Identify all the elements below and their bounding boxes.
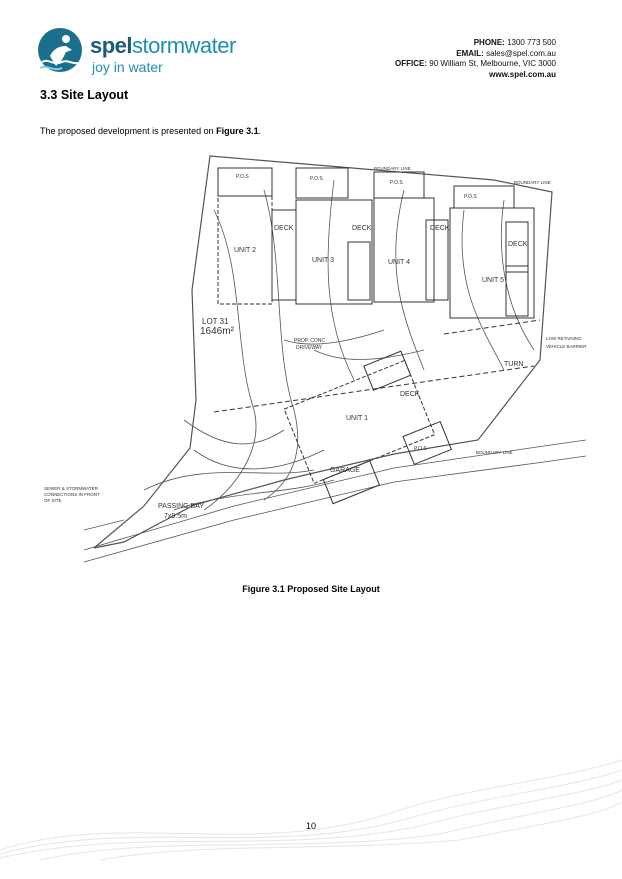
- label-unit-5: UNIT 5: [482, 277, 505, 284]
- label-boundary-road: BOUNDARY LINE: [476, 450, 513, 455]
- label-vehicle-barrier: VEHICLE BARRIER: [546, 344, 587, 349]
- label-turn: TURN: [504, 361, 524, 368]
- intro-paragraph: The proposed development is presented on Figure 3.1.: [40, 126, 262, 136]
- page-number: 10: [305, 821, 316, 831]
- label-deck-2: DECK: [274, 225, 294, 232]
- label-passing-bay: PASSING BAY: [158, 503, 205, 510]
- decorative-wave-graphic: [0, 740, 622, 860]
- site-layout-drawing: [44, 150, 587, 570]
- label-unit-1: UNIT 1: [346, 415, 369, 422]
- office-line: OFFICE: 90 William St, Melbourne, VIC 3000: [395, 59, 556, 68]
- label-lot-area: 1646m²: [200, 326, 234, 337]
- label-low-retaining: LOW RETAINING: [546, 336, 582, 341]
- label-unit-3: UNIT 3: [312, 257, 335, 264]
- company-logo: [36, 26, 236, 80]
- label-deck-1: DECK: [400, 391, 420, 398]
- label-deck-5: DECK: [508, 241, 528, 248]
- phone-line: PHONE: 1300 773 500: [473, 38, 556, 47]
- email-line: EMAIL: sales@spel.com.au: [456, 48, 556, 58]
- brand-name: spelstormwater: [90, 33, 236, 58]
- label-prop-conc: PROP. CONC: [294, 338, 326, 344]
- label-driveway: DRIVEWAY: [296, 345, 323, 351]
- label-garage-1: GARAGE: [330, 467, 360, 474]
- label-unit-2: UNIT 2: [234, 247, 257, 254]
- contact-block: [395, 38, 556, 80]
- label-pos-3: P.O.S: [310, 176, 323, 182]
- label-boundary-right: BOUNDARY LINE: [514, 180, 551, 185]
- label-lot: LOT 31: [202, 317, 229, 326]
- label-deck-4: DECK: [430, 225, 450, 232]
- label-pos-1: P.O.S: [414, 446, 427, 452]
- label-pos-4: P.O.S: [390, 180, 403, 186]
- label-passing-dims: 7x9.5m: [164, 513, 187, 520]
- section-heading: 3.3 Site Layout: [40, 88, 129, 102]
- figure-caption: Figure 3.1 Proposed Site Layout: [242, 584, 380, 594]
- label-sewer-1: SEWER & STORMWATER: [44, 486, 98, 491]
- label-pos-5: P.O.S: [464, 194, 477, 200]
- brand-tagline: joy in water: [92, 59, 163, 75]
- label-deck-3: DECK: [352, 225, 372, 232]
- label-unit-4: UNIT 4: [388, 259, 411, 266]
- label-boundary-top: BOUNDARY LINE: [374, 166, 411, 171]
- website-link[interactable]: www.spel.com.au: [489, 69, 556, 79]
- label-pos-2: P.O.S: [236, 174, 249, 180]
- label-sewer-2: CONNECTIONS IN FRONT: [44, 492, 100, 497]
- figure-reference: Figure 3.1: [216, 126, 259, 136]
- logo-mark-icon: [36, 26, 86, 76]
- label-sewer-3: OF SITE: [44, 498, 62, 503]
